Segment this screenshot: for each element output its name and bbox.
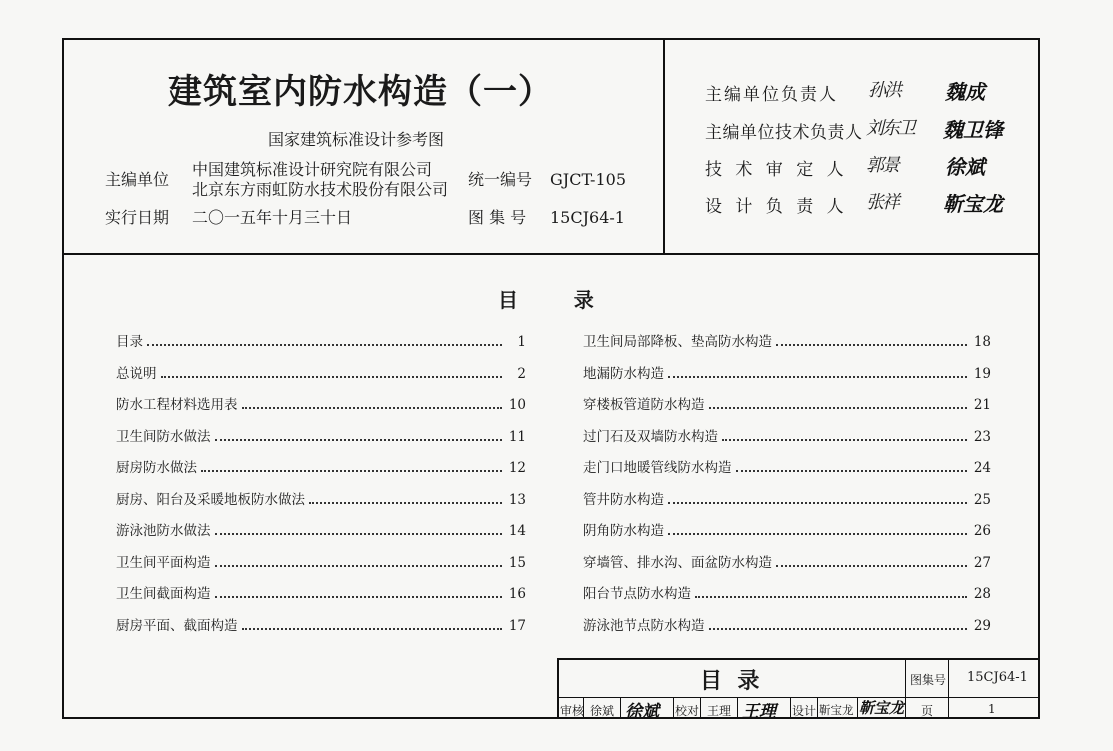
tb-checker-signature: 王理 [742, 702, 776, 722]
role-tech-chief: 主编单位技术负责人 [705, 123, 863, 143]
toc-entry-page: 12 [508, 460, 526, 476]
toc-entry-page: 24 [973, 460, 991, 476]
signature-chief-1: 孙洪 [868, 80, 900, 101]
tb-reviewer-signature: 徐斌 [625, 702, 659, 722]
toc-leader-dots [668, 532, 967, 535]
role-reviewer: 技 术 审 定 人 [705, 160, 848, 180]
tb-atlas-no: 15CJ64-1 [967, 670, 1028, 685]
toc-entry[interactable] [116, 456, 526, 476]
role-chief-unit: 主编单位负责人 [705, 85, 838, 105]
toc-entry[interactable] [116, 425, 526, 445]
toc-entry-label: 厨房防水做法 [116, 460, 197, 476]
tb-check-label: 校对 [675, 704, 700, 718]
toc-entry-page: 2 [517, 365, 526, 382]
toc-entry-label: 穿楼板管道防水构造 [583, 397, 705, 413]
tb-reviewer: 徐斌 [590, 704, 615, 718]
signature-design-2: 靳宝龙 [943, 192, 1003, 216]
toc-entry-page: 15 [508, 554, 526, 571]
toc-entry[interactable] [583, 551, 991, 571]
signature-design-1: 张祥 [866, 192, 898, 213]
signature-review-1: 郭景 [866, 155, 898, 176]
tb-divider-9 [817, 697, 818, 719]
title-block-title: 目 录 [700, 669, 760, 694]
toc-entry-page: 27 [973, 554, 991, 571]
toc-leader-dots [215, 595, 503, 598]
effective-date-label: 实行日期 [105, 208, 170, 227]
toc-entry[interactable] [116, 488, 526, 508]
signature-tech-2: 魏卫锋 [943, 118, 1003, 142]
editor-unit-2: 北京东方雨虹防水技术股份有限公司 [192, 180, 449, 199]
toc-leader-dots [215, 532, 503, 535]
toc-entry[interactable] [583, 488, 991, 508]
toc-entry-page: 23 [973, 428, 991, 445]
toc-entry-label: 防水工程材料选用表 [116, 397, 238, 413]
toc-entry-page: 17 [508, 617, 526, 634]
toc-leader-dots [161, 375, 503, 378]
tb-divider-2 [948, 658, 949, 719]
toc-entry[interactable] [116, 519, 526, 539]
toc-entry-label: 穿墙管、排水沟、面盆防水构造 [583, 554, 772, 571]
atlas-title: 建筑室内防水构造（一） [168, 72, 553, 112]
toc-leader-dots [242, 406, 503, 409]
role-designer: 设 计 负 责 人 [705, 197, 848, 217]
toc-leader-dots [242, 627, 503, 630]
toc-entry-label: 厨房平面、截面构造 [116, 617, 238, 634]
toc-leader-dots [201, 469, 502, 472]
toc-entry-page: 11 [508, 428, 526, 445]
effective-date: 二〇一五年十月三十日 [192, 208, 353, 227]
toc-entry-label: 管井防水构造 [583, 491, 664, 508]
toc-leader-dots [215, 438, 503, 441]
toc-leader-dots [215, 564, 503, 567]
toc-entry-page: 26 [973, 523, 991, 539]
toc-entry-page: 19 [973, 365, 991, 382]
toc-entry-label: 阴角防水构造 [583, 523, 664, 539]
tb-atlas-label: 图集号 [910, 673, 947, 687]
toc-entry-label: 地漏防水构造 [583, 365, 664, 382]
toc-entry[interactable] [116, 362, 526, 382]
atlas-no: 15CJ64-1 [550, 208, 625, 227]
toc-entry[interactable] [116, 393, 526, 413]
toc-leader-dots [147, 343, 502, 346]
toc-title: 目 录 [498, 288, 594, 312]
toc-entry-page: 13 [508, 491, 526, 508]
toc-leader-dots [722, 438, 967, 441]
toc-leader-dots [709, 406, 968, 409]
toc-leader-dots [668, 501, 967, 504]
toc-entry[interactable] [583, 362, 991, 382]
tb-page-no: 1 [988, 702, 996, 716]
toc-leader-dots [668, 375, 967, 378]
toc-entry-label: 卫生间防水做法 [116, 428, 211, 445]
toc-entry-page: 18 [973, 334, 991, 350]
tb-divider-7 [737, 697, 738, 719]
toc-entry[interactable] [583, 614, 991, 634]
tb-divider-1 [905, 658, 906, 719]
toc-entry[interactable] [116, 330, 526, 350]
tb-divider-10 [857, 697, 858, 719]
toc-entry-label: 走门口地暖管线防水构造 [583, 460, 732, 476]
toc-leader-dots [776, 564, 967, 567]
tb-divider-6 [700, 697, 701, 719]
tb-designer: 靳宝龙 [819, 703, 854, 717]
toc-entry-page: 25 [973, 491, 991, 508]
toc-entry[interactable] [116, 614, 526, 634]
signature-tech-1: 刘东卫 [866, 118, 914, 139]
toc-leader-dots [736, 469, 968, 472]
tb-divider-8 [790, 697, 791, 719]
toc-entry-page: 16 [508, 586, 526, 602]
toc-entry[interactable] [583, 393, 991, 413]
toc-entry-label: 总说明 [116, 365, 157, 382]
toc-entry-label: 卫生间平面构造 [116, 554, 211, 571]
toc-entry[interactable] [583, 330, 991, 350]
toc-entry[interactable] [116, 582, 526, 602]
toc-entry-page: 21 [973, 397, 991, 413]
editor-unit-label: 主编单位 [105, 170, 170, 189]
signature-chief-2: 魏成 [945, 80, 985, 104]
toc-entry[interactable] [583, 582, 991, 602]
toc-entry[interactable] [583, 425, 991, 445]
toc-entry-page: 14 [508, 523, 526, 539]
toc-leader-dots [709, 627, 968, 630]
tb-design-label: 设计 [792, 704, 817, 718]
toc-entry-label: 过门石及双墙防水构造 [583, 428, 718, 445]
tb-designer-signature: 靳宝龙 [859, 699, 905, 717]
toc-entry-label: 阳台节点防水构造 [583, 586, 691, 602]
toc-entry-label: 游泳池节点防水构造 [583, 617, 705, 634]
toc-entry-page: 1 [517, 334, 526, 350]
toc-entry[interactable] [116, 551, 526, 571]
toc-entry-label: 厨房、阳台及采暖地板防水做法 [116, 491, 305, 508]
toc-entry-label: 游泳池防水做法 [116, 523, 211, 539]
unified-no: GJCT-105 [550, 170, 626, 189]
header-divider [62, 253, 1040, 255]
unified-no-label: 统一编号 [468, 170, 533, 189]
toc-entry[interactable] [583, 456, 991, 476]
atlas-subtitle: 国家建筑标准设计参考图 [268, 130, 445, 149]
toc-leader-dots [309, 501, 502, 504]
toc-leader-dots [695, 595, 967, 598]
tb-divider-4 [620, 697, 621, 719]
tb-page-label: 页 [921, 704, 934, 718]
toc-entry[interactable] [583, 519, 991, 539]
toc-entry-label: 卫生间截面构造 [116, 586, 211, 602]
toc-entry-page: 10 [508, 397, 526, 413]
toc-entry-label: 目录 [116, 334, 143, 350]
tb-checker: 王理 [707, 704, 732, 718]
tb-divider-5 [673, 697, 674, 719]
toc-entry-page: 29 [973, 617, 991, 634]
signature-review-2: 徐斌 [945, 155, 985, 179]
toc-entry-label: 卫生间局部降板、垫高防水构造 [583, 334, 772, 350]
editor-unit-1: 中国建筑标准设计研究院有限公司 [192, 160, 433, 179]
toc-leader-dots [776, 343, 967, 346]
toc-entry-page: 28 [973, 586, 991, 602]
tb-review-label: 审核 [560, 704, 585, 718]
atlas-no-label: 图 集 号 [468, 208, 527, 227]
